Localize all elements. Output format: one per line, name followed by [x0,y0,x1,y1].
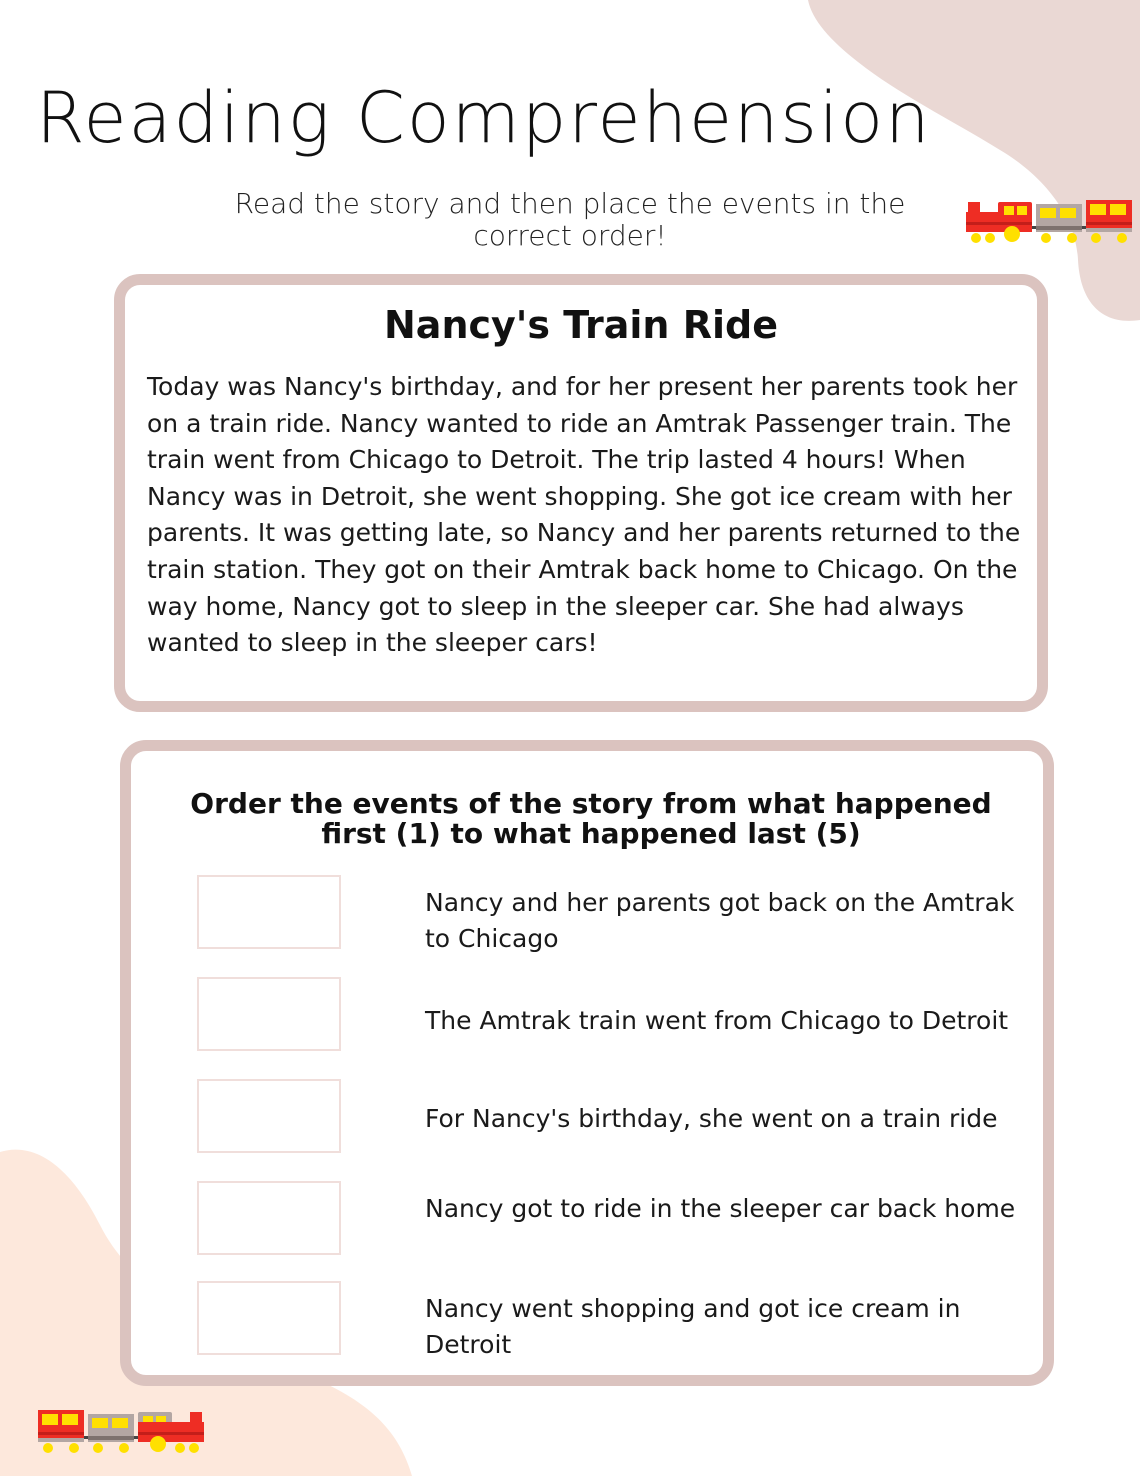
story-title: Nancy's Train Ride [384,303,778,347]
event-text-4: Nancy got to ride in the sleeper car back home [425,1194,1016,1223]
event-text-2: The Amtrak train went from Chicago to Detroit [425,1006,1009,1035]
event-text-5: Nancy went shopping and got ice cream in Detroit [425,1294,961,1359]
event-answer-box-5[interactable] [197,1281,341,1355]
story-card [114,274,1048,712]
event-text-3: For Nancy's birthday, she went on a train ride [425,1104,998,1133]
events-card [120,740,1054,1386]
train-icon [964,198,1134,246]
event-answer-box-3[interactable] [197,1079,341,1153]
events-instruction: Order the events of the story from what happened first (1) to what happened last (5) [190,787,992,850]
event-answer-box-4[interactable] [197,1181,341,1255]
train-icon [36,1408,206,1456]
event-answer-box-2[interactable] [197,977,341,1051]
event-answer-box-1[interactable] [197,875,341,949]
page-title: Reading Comprehension [36,77,932,159]
event-text-1: Nancy and her parents got back on the Amtrak to Chicago [425,888,1015,953]
page-subtitle: Read the story and then place the events in the correct order! [234,187,906,252]
story-text: Today was Nancy's birthday, and for her present her parents took her on a train ride. Nancy wanted to ride an Amtrak Passenger train. The train went from Chicago to Detroit. The trip lasted 4 hours! When Nancy was in Detroit, she went shopping. She got ice cream with her parents. It was getting late, so Nancy and her parents returned to the train station. They got on their Amtrak back home to Chicago. On the way home, Nancy got to sleep in the sleeper car. She had always wanted to sleep in the sleeper cars! [147,372,1021,658]
